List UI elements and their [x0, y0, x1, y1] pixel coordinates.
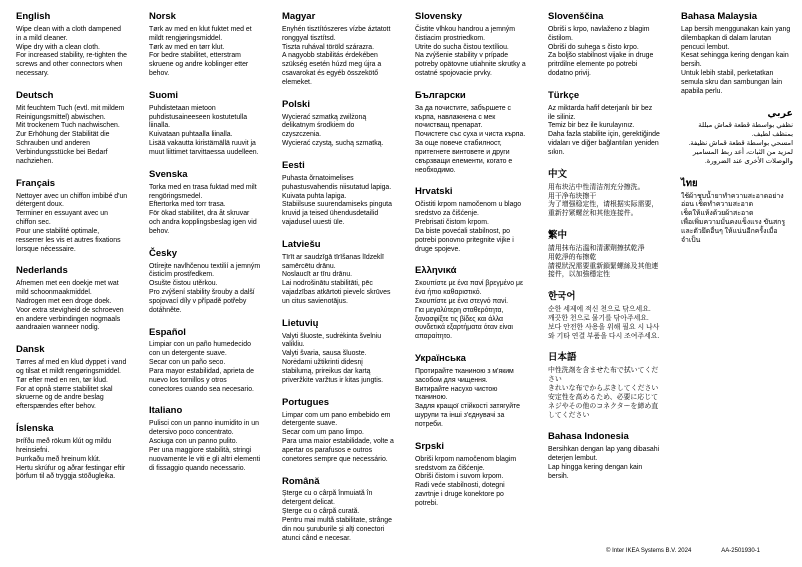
- column: [548, 12, 660, 555]
- language-section: [282, 161, 394, 228]
- language-section: [282, 12, 394, 88]
- care-instruction-paragraph: Zur Erhöhung der Stabilität die Schrauben und anderen Verbindungsstücke bei Bedarf nachziehen.: [16, 131, 110, 165]
- care-instruction-paragraph: Lap hingga kering dengan kain bersih.: [548, 463, 643, 480]
- care-instruction-paragraph: 請視狀況需要重新鎖緊螺絲及其他連接件，以加強穩定性: [548, 262, 659, 279]
- language-section: [16, 266, 128, 333]
- care-instruction-paragraph: Valyti šluoste, sudrėkinta švelniu valikliu.: [282, 332, 382, 349]
- care-instruction-paragraph: 깨끗한 천으로 물기를 닦아주세요.: [548, 315, 649, 322]
- care-instruction-paragraph: Torka med en trasa fuktad med milt rengöringsmedel.: [149, 183, 257, 200]
- care-instruction-paragraph: Витирайте насухо чистою тканиною.: [415, 385, 498, 402]
- language-section: [16, 345, 128, 412]
- care-instruction-paragraph: For bedre stabilitet, etterstram skruene og andre koblinger etter behov.: [149, 52, 249, 78]
- language-heading: Polski: [282, 98, 310, 110]
- care-instruction-paragraph: 用干净布块擦干: [548, 192, 597, 200]
- language-section: [282, 398, 394, 465]
- language-section: [548, 231, 660, 280]
- language-heading: Slovenščina: [548, 11, 604, 22]
- care-instruction-paragraph: Untuk lebih stabil, perketatkan semula skru dan sambungan lain apabila perlu.: [681, 70, 783, 95]
- care-instruction-paragraph: Terminer en essuyant avec un chiffon sec.: [16, 210, 108, 227]
- care-instruction-paragraph: Tørk av med en tørr klut.: [149, 43, 225, 51]
- care-instruction-paragraph: Osušte čistou utěrkou.: [149, 280, 218, 288]
- care-instruction-paragraph: Eftertorka med torr trasa.: [149, 201, 226, 209]
- column: [415, 12, 527, 555]
- care-instruction-paragraph: Pulisci con un panno inumidito in un detersivo poco concentrato.: [149, 420, 259, 437]
- care-instruction-paragraph: Pro zvýšení stability šrouby a další spojovací díly v případě potřeby dotáhněte.: [149, 289, 255, 314]
- care-instruction-paragraph: Pentru mai multă stabilitate, strânge din nou șuruburile și alți conectori atunci când e necesar.: [282, 516, 392, 542]
- care-instruction-paragraph: Daha fazla stabilite için, gerektiğinde vidaları ve diğer bağlantıları yeniden sıkın.: [548, 131, 660, 156]
- care-instruction-paragraph: Za boljšo stabilnost vijake in druge pritrdilne elemente po potrebi dodatno privij.: [548, 52, 654, 78]
- care-instruction-paragraph: 請用抹布沾溫和清潔劑擦拭乾淨: [548, 244, 645, 252]
- care-instruction-paragraph: Kuivataan puhtaalla liinalla.: [149, 131, 233, 139]
- language-heading: 한국어: [548, 291, 576, 303]
- care-instruction-paragraph: Obriši krpom namočenom blagim sredstvom za čišćenje.: [415, 455, 517, 472]
- language-section: [415, 12, 527, 79]
- care-instruction-paragraph: Wipe clean with a cloth dampened in a mild cleaner.: [16, 25, 121, 42]
- care-instruction-paragraph: Bersihkan dengan lap yang dibasahi deterjen lembut.: [548, 446, 660, 463]
- care-instruction-paragraph: Tørres af med en klud dyppet i vand og tilsat et mildt rengøringsmiddel.: [16, 359, 127, 375]
- language-section: [149, 328, 261, 395]
- care-instruction-paragraph: 用乾淨的布擦乾: [548, 253, 597, 261]
- language-heading: 繁中: [548, 230, 568, 242]
- language-heading: Latviešu: [282, 238, 321, 250]
- care-instruction-paragraph: For increased stability, re-tighten the screws and other connectors when necessary.: [16, 52, 127, 78]
- language-section: [415, 442, 527, 509]
- language-heading: Deutsch: [16, 89, 54, 101]
- language-heading: 中文: [548, 168, 568, 180]
- care-instruction-paragraph: Asciuga con un panno pulito.: [149, 438, 238, 446]
- language-section: [282, 100, 394, 149]
- language-section: [16, 424, 128, 482]
- language-heading: عربي: [767, 107, 793, 119]
- care-instruction-paragraph: Obriši s krpo, navlaženo z blagim čistilom.: [548, 25, 650, 42]
- language-heading: Svenska: [149, 168, 188, 180]
- care-instruction-paragraph: เช็ดให้แห้งด้วยผ้าสะอาด: [681, 210, 754, 218]
- language-section: [415, 354, 527, 430]
- care-instruction-paragraph: Șterge cu o cârpă curată.: [282, 508, 360, 516]
- care-instruction-paragraph: Σκουπίστε με ένα στεγνό πανί.: [415, 297, 509, 305]
- language-section: [548, 12, 660, 79]
- language-heading: Español: [149, 326, 186, 338]
- care-instruction-paragraph: Otírejte navlhčenou textilií a jemným čisticím prostředkem.: [149, 262, 261, 279]
- language-section: [282, 240, 394, 307]
- care-instruction-paragraph: За да почистите, забършете с кърпа, навлажнена с мек почистващ препарат.: [415, 104, 511, 130]
- language-section: [681, 109, 793, 167]
- care-instruction-paragraph: Radi veće stabilnosti, dotegni zavrtnje i druge konektore po potrebi.: [415, 482, 505, 507]
- care-instruction-paragraph: نظفي بواسطة قطعة قماش مبللة بمنظف لطيف.: [698, 122, 793, 139]
- care-instruction-paragraph: Utrite do sucha čistou textíliou.: [415, 43, 509, 51]
- language-section: [149, 170, 261, 237]
- language-section: [681, 12, 793, 97]
- language-heading: Български: [415, 89, 466, 101]
- language-heading: Ελληνικά: [415, 265, 457, 277]
- language-heading: Українська: [415, 353, 466, 365]
- care-instruction-paragraph: За още повече стабилност, притегнете винтовете и други свързващи елементи, когато е необходимо.: [415, 140, 513, 174]
- language-section: [548, 432, 660, 481]
- care-instruction-paragraph: Obriši do suhega s čisto krpo.: [548, 43, 639, 51]
- footer: [606, 548, 760, 554]
- language-section: [282, 477, 394, 544]
- care-instruction-paragraph: Para uma maior estabilidade, volte a apertar os parafusos e outros conetores sempre que necessário.: [282, 438, 394, 463]
- care-instruction-paragraph: 中性洗剤を含ませた布で拭いてください: [548, 367, 659, 384]
- care-instruction-paragraph: Hertu skrúfur og aðrar festingar eftir þörfum til að tryggja stöðugleika.: [16, 464, 126, 481]
- care-instruction-paragraph: Tør efter med en ren, tør klud.: [16, 376, 108, 384]
- care-instruction-paragraph: Για μεγαλύτερη σταθερότητα, ξανασφίξτε τις βίδες και άλλα συνδετικά εξαρτήματα όταν είναι απαραίτητο.: [415, 306, 513, 341]
- column: [149, 12, 261, 555]
- column: [16, 12, 128, 555]
- care-instruction-paragraph: Secar com um pano limpo.: [282, 429, 364, 437]
- care-instruction-paragraph: Задля кращої стійкості затягуйте шурупи та інші з'єднувачі за потреби.: [415, 403, 521, 428]
- care-instruction-paragraph: امسحي بواسطة قطعة قماش نظيفة.: [688, 140, 793, 148]
- care-instruction-paragraph: Nettoyer avec un chiffon imbibé d'un détergent doux.: [16, 192, 128, 209]
- care-instruction-paragraph: 보다 안전한 사용을 위해 필요 시 나사와 기타 연결 부품을 다시 조여주세요.: [548, 323, 660, 340]
- language-section: [149, 406, 261, 473]
- column: [681, 12, 793, 555]
- care-instruction-paragraph: Očistiti krpom namočenom u blago sredstvo za čišćenje.: [415, 201, 522, 218]
- care-instruction-paragraph: Þurrkaðu með hreinum klút.: [16, 455, 101, 463]
- column: [282, 12, 394, 555]
- care-instruction-paragraph: Da biste povećali stabilnost, po potrebi ponovno pritegnite vijke i druge spojeve.: [415, 227, 514, 253]
- care-instruction-paragraph: Puhdistetaan mietoon puhdistusaineeseen kostutetulla liinalla.: [149, 104, 248, 130]
- care-instruction-paragraph: Limpar com um pano embebido em detergente suave.: [282, 411, 391, 428]
- language-section: [282, 319, 394, 386]
- language-heading: Türkçe: [548, 89, 580, 101]
- care-instruction-paragraph: لمزيد من الثبات، أعد ربط المسامير والوصلات الأخرى عند الضرورة.: [692, 148, 793, 165]
- language-section: [149, 12, 261, 79]
- care-instruction-paragraph: Afnemen met een doekje met wat mild schoonmaakmiddel.: [16, 280, 119, 297]
- care-instruction-paragraph: 安定性を高めるため、必要に応じてネジやその他のコネクターを締め直してください: [548, 393, 659, 419]
- care-instruction-paragraph: Obriši čistom i suvom krpom.: [415, 473, 504, 481]
- care-instruction-paragraph: Mit feuchtem Tuch (evtl. mit mildem Reinigungsmittel) abwischen.: [16, 104, 125, 121]
- care-instruction-paragraph: Temiz bir bez ile kurulayınız.: [548, 122, 635, 130]
- care-instruction-paragraph: Kuivata puhta lapiga.: [282, 192, 347, 200]
- language-heading: English: [16, 11, 51, 22]
- language-heading: Dansk: [16, 344, 45, 356]
- language-heading: Norsk: [149, 11, 176, 22]
- care-instruction-paragraph: Noslaucīt ar tīru drānu.: [282, 271, 353, 279]
- language-section: [548, 91, 660, 158]
- care-instruction-paragraph: Nadrogen met een droge doek.: [16, 297, 112, 305]
- language-heading: Italiano: [149, 405, 183, 417]
- care-instruction-paragraph: Протирайте тканиною з м'яким засобом для чищення.: [415, 367, 514, 384]
- care-instruction-paragraph: Puhasta õrnatoimelises puhastusvahendis niisutatud lapiga.: [282, 174, 392, 191]
- language-section: [149, 249, 261, 316]
- care-instruction-paragraph: Pour une stabilité optimale, resserrer les vis et autres fixations lorsque nécessaire.: [16, 227, 121, 253]
- language-heading: ไทย: [681, 177, 698, 189]
- care-instruction-paragraph: Na zvýšenie stability v prípade potreby opätovne utiahnite skrutky a ostatné spojovacie prvky.: [415, 52, 526, 78]
- care-instruction-paragraph: För ökad stabilitet, dra åt skruvar och andra kopplingsbeslag igen vid behov.: [149, 210, 257, 235]
- language-heading: Eesti: [282, 159, 305, 171]
- care-instruction-paragraph: Σκουπίστε με ένα πανί βρεγμένο με ένα ήπιο καθαριστικό.: [415, 280, 524, 297]
- care-instruction-paragraph: Tørk av med en klut fuktet med et mildt rengjøringsmiddel.: [149, 25, 252, 42]
- language-section: [548, 170, 660, 219]
- care-instruction-paragraph: 순한 세제에 적신 천으로 닦으세요.: [548, 306, 651, 314]
- care-instruction-paragraph: 用布块沾中性清洁剂充分擦洗。: [548, 183, 645, 191]
- care-instruction-paragraph: Norėdami užtikrinti didesnį stabilumą, prireikus dar kartą priveržkite varžtus ir kitas jungtis.: [282, 359, 384, 384]
- language-heading: Hrvatski: [415, 186, 453, 198]
- care-instruction-paragraph: Þrífðu með rökum klút og mildu hreinsiefni.: [16, 438, 112, 454]
- care-instruction-paragraph: Secar con un paño seco.: [149, 359, 226, 367]
- document-code: AA-2501930-1: [721, 548, 760, 554]
- care-instruction-paragraph: เพื่อเพิ่มความมั่นคงแข็งแรง ขันสกรูและตัวยึดอื่นๆ ให้แน่นอีกครั้งเมื่อจำเป็น: [681, 219, 786, 244]
- language-heading: Bahasa Indonesia: [548, 431, 629, 443]
- care-instruction-paragraph: きれいな布でからぶきしてください: [548, 385, 659, 393]
- care-instruction-paragraph: Lai nodrošinātu stabilitāti, pēc vajadzības atkārtoti pievelc skrūves un citus savienotājus.: [282, 280, 391, 305]
- language-section: [415, 266, 527, 342]
- care-instruction-paragraph: Stabiilsuse suurendamiseks pinguta kruvid ja teised ühendusdetailid vajadusel uuesti üle.: [282, 201, 392, 227]
- care-instruction-paragraph: Почистете със суха и чиста кърпа.: [415, 131, 526, 139]
- language-heading: Magyar: [282, 11, 316, 22]
- care-instruction-paragraph: Per una maggiore stabilità, stringi nuovamente le viti e gli altri elementi di fissaggio quando necessario.: [149, 446, 261, 472]
- language-heading: Slovensky: [415, 11, 462, 22]
- language-heading: Česky: [149, 247, 177, 259]
- care-instruction-paragraph: Prebrisati čistom krpom.: [415, 219, 489, 227]
- care-instruction-paragraph: Wycierać szmatką zwilżoną delikatnym środkiem do czyszczenia.: [282, 113, 367, 139]
- care-instruction-paragraph: Čistite vlhkou handrou a jemným čistiacim prostriedkom.: [415, 25, 515, 42]
- language-section: [548, 292, 660, 341]
- care-instruction-paragraph: Mit trockenem Tuch nachwischen.: [16, 122, 120, 130]
- language-section: [149, 91, 261, 158]
- language-heading: Français: [16, 177, 56, 189]
- language-heading: 日本語: [548, 352, 577, 364]
- language-heading: Íslenska: [16, 423, 54, 435]
- language-section: [415, 187, 527, 254]
- language-heading: Bahasa Malaysia: [681, 11, 758, 22]
- language-section: [16, 179, 128, 255]
- language-heading: Srpski: [415, 440, 445, 452]
- care-instruction-paragraph: Limpiar con un paño humedecido con un detergente suave.: [149, 341, 251, 358]
- care-instruction-paragraph: Lap bersih menggunakan kain yang dilembapkan di dalam larutan pencuci lembut.: [681, 25, 791, 51]
- care-instruction-paragraph: Wipe dry with a clean cloth.: [16, 43, 100, 51]
- language-heading: Suomi: [149, 89, 179, 101]
- care-instruction-paragraph: Az miktarda hafif deterjanlı bir bez ile siliniz.: [548, 104, 653, 121]
- care-instruction-paragraph: ใช้ผ้าชุบน้ำยาทำความสะอาดอย่างอ่อน เช็ดทำความสะอาด: [681, 192, 784, 209]
- language-section: [16, 12, 128, 79]
- language-section: [681, 179, 793, 246]
- care-instruction-paragraph: Kesat sehingga kering dengan kain bersih.: [681, 52, 789, 69]
- care-instruction-paragraph: Enyhén tisztítószeres vízbe áztatott ronggyal tisztítsd.: [282, 25, 391, 42]
- care-instruction-paragraph: Tīrīt ar saudzīgā tīrīšanas līdzeklī samērcētu drānu.: [282, 253, 384, 270]
- care-instruction-paragraph: Șterge cu o cârpă înmuiată în detergent delicat.: [282, 490, 373, 507]
- copyright-text: © Inter IKEA Systems B.V. 2024: [606, 548, 692, 554]
- care-instruction-paragraph: For at opnå større stabilitet skal skruerne og de andre beslag efterspændes efter behov.: [16, 385, 113, 411]
- care-instruction-paragraph: Voor extra stevigheid de schroeven en andere verbindingen nogmaals aandraaien wanneer nodig.: [16, 306, 124, 332]
- care-instruction-paragraph: Tiszta ruhával töröld szárazra.: [282, 43, 375, 51]
- care-instruction-paragraph: A nagyobb stabilitás érdekében szükség esetén húzd meg újra a csavarokat és egyéb összekötő elemeket.: [282, 52, 382, 86]
- language-section: [16, 91, 128, 167]
- language-heading: Română: [282, 475, 320, 487]
- care-instruction-paragraph: Wycierać czystą, suchą szmatką.: [282, 140, 384, 148]
- care-instruction-paragraph: Lisää vakautta kiristämällä ruuvit ja muut liittimet tarvittaessa uudelleen.: [149, 140, 259, 156]
- language-section: [415, 91, 527, 176]
- language-heading: Lietuvių: [282, 317, 319, 329]
- care-instruction-paragraph: Para mayor estabilidad, aprieta de nuevo los tornillos y otros conectores cuando sea necesario.: [149, 367, 254, 393]
- care-instruction-paragraph: Valyti švaria, sausa šluoste.: [282, 350, 367, 358]
- language-heading: Portugues: [282, 396, 329, 408]
- language-section: [548, 353, 660, 420]
- care-instruction-paragraph: 为了增强稳定性，请根据实际需要，重新拧紧螺丝和其他连接件。: [548, 201, 659, 218]
- language-heading: Nederlands: [16, 265, 68, 277]
